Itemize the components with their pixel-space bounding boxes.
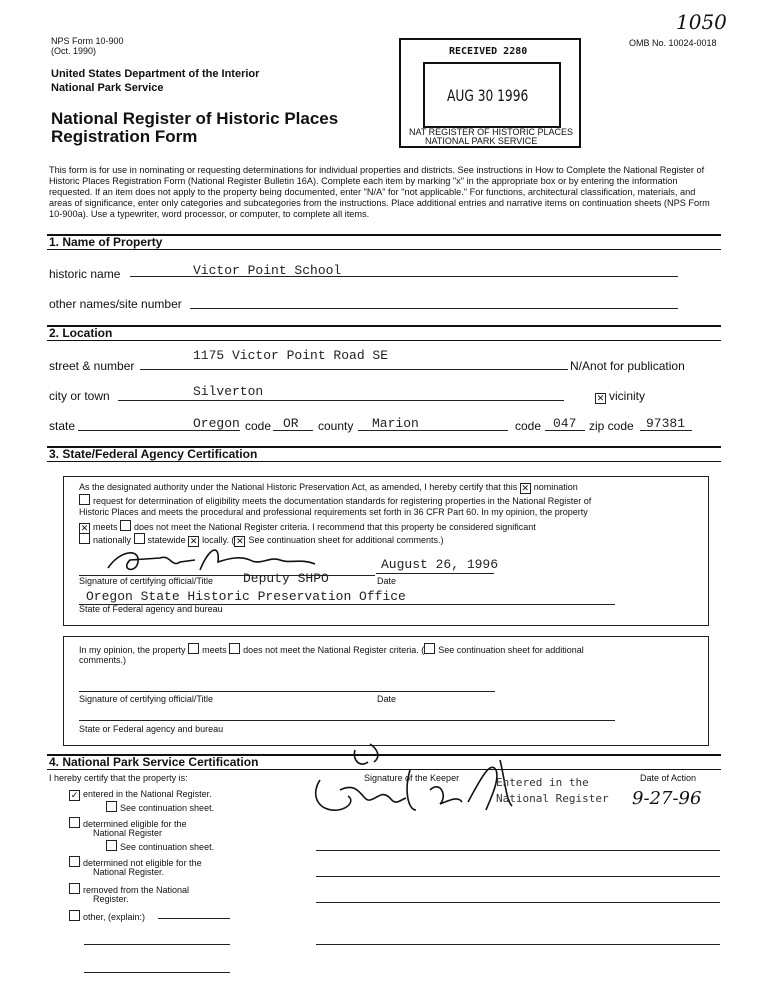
keeper-signature <box>300 740 515 820</box>
nationally-checkbox[interactable] <box>79 533 90 544</box>
state-code-value: OR <box>283 416 299 431</box>
opinion-line <box>79 643 584 655</box>
instructions: This form is for use in nominating or requesting determinations for individual properties and districts. See instructions in How to Complete the National Register of Historic Places Registration Form (National Register Bulletin 16A). Complete each item by marking "x" in the appropriate box or by entering the information requested. If an item does not apply to the property being documented, enter "N/A" for "not applicable." For functions, architectural classification, materials, and areas of significance, enter only categories and subcategories from the instructions. Place additional entries and narrative items on continuation sheets (NPS Form 10-900a). Use a typewriter, word processor, or computer, to complete all items. <box>49 165 710 219</box>
other-line[interactable] <box>158 918 230 919</box>
eligible-label-1: determined eligible for the <box>83 819 187 829</box>
not-eligible-label-1: determined not eligible for the <box>83 858 202 868</box>
signature-label: Signature of certifying official/Title <box>79 576 214 586</box>
date2-label: Date <box>377 694 397 704</box>
opinion-continuation-checkbox[interactable] <box>424 643 435 654</box>
cert-line-1 <box>79 482 578 494</box>
not-meet-label: does not meet the National Register criteria. I recommend that this property be considered significant <box>134 522 536 532</box>
state-value: Oregon <box>193 416 240 431</box>
agency-value: Oregon State Historic Preservation Office <box>86 589 406 604</box>
entered-label: entered in the National Register. <box>83 789 212 799</box>
rule <box>47 325 721 327</box>
form-date: (Oct. 1990) <box>51 46 97 56</box>
historic-name-label: historic name <box>49 267 121 281</box>
not-eligible-checkbox[interactable] <box>69 856 80 867</box>
opinion-not-meet-checkbox[interactable] <box>229 643 240 654</box>
eligible-cont-label: See continuation sheet. <box>120 842 215 852</box>
entered-stamp-2: National Register <box>496 792 609 805</box>
option-eligible-cont <box>106 840 214 852</box>
not-for-publication <box>570 359 685 373</box>
meets-label: meets <box>93 522 118 532</box>
section-2-heading: 2. Location <box>49 326 113 340</box>
action-date-label: Date of Action <box>640 773 697 783</box>
county-code-label: code <box>515 419 542 433</box>
entered-cont-checkbox[interactable] <box>106 801 117 812</box>
city-label: city or town <box>49 389 110 403</box>
vicinity <box>595 389 645 404</box>
street-label: street & number <box>49 359 135 373</box>
received-stamp <box>399 38 581 148</box>
eligible-label-2: National Register <box>93 828 163 838</box>
zip-label: zip code <box>589 419 634 433</box>
stamp-date: AUG 30 1996 <box>447 86 529 105</box>
opinion-comments: comments.) <box>79 655 127 665</box>
other-line-2[interactable] <box>84 944 230 945</box>
opinion-meets-label: meets <box>202 645 227 655</box>
removed-label-2: Register. <box>93 894 129 904</box>
keeper-line-4[interactable] <box>316 944 720 945</box>
form-title-1: National Register of Historic Places <box>51 109 339 128</box>
cert-line-3: Historic Places and meets the procedural and professional requirements set forth in 36 CFR Part 60. In my opinion, the property <box>79 507 588 517</box>
zip-value: 97381 <box>646 416 686 431</box>
keeper-line-2[interactable] <box>316 876 720 877</box>
not-for-publication-label: not for publication <box>590 359 685 373</box>
other-names-label: other names/site number <box>49 297 182 311</box>
form-number: NPS Form 10-900 <box>51 36 124 46</box>
opinion-text: In my opinion, the property <box>79 645 186 655</box>
na-mark: N/A <box>570 359 591 373</box>
stamp-received: RECEIVED 2280 <box>449 46 528 57</box>
locally-checkbox[interactable]: ✕ <box>189 536 198 546</box>
form-title-2: Registration Form <box>51 127 198 146</box>
county-code-value: 047 <box>553 416 577 431</box>
stamp-line-2: NATIONAL PARK SERVICE <box>425 136 538 146</box>
stamp-inner-box <box>423 62 561 128</box>
state-code-label: code <box>245 419 272 433</box>
entered-cont-label: See continuation sheet. <box>120 803 215 813</box>
handwritten-number: 1050 <box>676 10 727 34</box>
opinion-continuation-label: See continuation sheet for additional <box>438 645 584 655</box>
nationally-label: nationally <box>93 535 132 545</box>
keeper-label: Signature of the Keeper <box>364 773 460 783</box>
street-value: 1175 Victor Point Road SE <box>193 348 389 363</box>
county-label: county <box>318 419 354 433</box>
other-label: other, (explain:) <box>83 912 146 922</box>
keeper-line-3[interactable] <box>316 902 720 903</box>
rule <box>47 461 721 462</box>
section-1-heading: 1. Name of Property <box>49 235 163 249</box>
option-entered-cont <box>106 801 214 813</box>
agency2-label: State or Federal agency and bureau <box>79 724 224 734</box>
agency2-line[interactable] <box>79 720 615 721</box>
nomination-label: nomination <box>533 482 578 492</box>
date-label: Date <box>377 576 397 586</box>
street-field[interactable] <box>140 369 568 370</box>
eligible-cont-checkbox[interactable] <box>106 840 117 851</box>
certification-date: August 26, 1996 <box>381 557 499 572</box>
eligible-checkbox[interactable] <box>69 817 80 828</box>
locally-label: locally. ( <box>202 535 235 545</box>
other-line-3[interactable] <box>84 972 230 973</box>
opinion-meets-checkbox[interactable] <box>188 643 199 654</box>
removed-checkbox[interactable] <box>69 883 80 894</box>
historic-name-value: Victor Point School <box>193 263 342 278</box>
rule <box>47 340 721 341</box>
vicinity-label: vicinity <box>609 389 646 403</box>
service: National Park Service <box>51 82 164 94</box>
state-label: state <box>49 419 76 433</box>
signature2-line[interactable] <box>79 691 495 692</box>
certifier-title: Deputy SHPO <box>243 571 329 586</box>
cert-text-2: request for determination of eligibility meets the documentation standards for registering properties in the National Register of <box>93 496 592 506</box>
option-other <box>69 910 145 922</box>
section-3-heading: 3. State/Federal Agency Certification <box>49 447 258 461</box>
cert-line-2 <box>79 494 591 506</box>
date-line[interactable] <box>376 573 494 574</box>
cert-line-4 <box>79 520 536 534</box>
stamp-line-1: NAT REGISTER OF HISTORIC PLACES <box>409 127 574 137</box>
cert-text-1: As the designated authority under the National Historic Preservation Act, as amended, I hereby certify that this <box>79 482 518 492</box>
removed-label-1: removed from the National <box>83 885 190 895</box>
request-checkbox[interactable] <box>79 494 90 505</box>
other-names-field[interactable] <box>190 308 678 309</box>
county-value: Marion <box>372 416 419 431</box>
entered-checkbox[interactable]: ✓ <box>70 790 79 800</box>
agency-label: State of Federal agency and bureau <box>79 604 223 614</box>
continuation-label: See continuation sheet for additional comments.) <box>248 535 444 545</box>
not-meet-checkbox[interactable] <box>120 520 131 531</box>
city-field[interactable] <box>118 400 564 401</box>
omb-number: OMB No. 10024-0018 <box>629 38 717 48</box>
opinion-not-meet-label: does not meet the National Register criteria. ( <box>243 645 425 655</box>
city-value: Silverton <box>193 384 264 399</box>
option-entered <box>69 789 212 801</box>
continuation-checkbox[interactable]: ✕ <box>236 536 244 546</box>
signature2-label: Signature of certifying official/Title <box>79 694 214 704</box>
nomination-checkbox[interactable]: ✕ <box>521 483 530 493</box>
action-date: 9-27-96 <box>632 788 702 809</box>
department: United States Department of the Interior <box>51 68 260 80</box>
vicinity-checkbox[interactable]: ✕ <box>596 393 605 403</box>
rule <box>47 249 721 250</box>
certify-text: I hereby certify that the property is: <box>49 773 188 783</box>
not-eligible-label-2: National Register. <box>93 867 165 877</box>
statewide-label: statewide <box>147 535 186 545</box>
keeper-line-1[interactable] <box>316 850 720 851</box>
entered-stamp-1: Entered in the <box>496 776 589 789</box>
meets-checkbox[interactable]: ✕ <box>80 523 89 533</box>
option-removed <box>69 883 189 895</box>
other-checkbox[interactable] <box>69 910 80 921</box>
section-4-heading: 4. National Park Service Certification <box>49 755 259 769</box>
